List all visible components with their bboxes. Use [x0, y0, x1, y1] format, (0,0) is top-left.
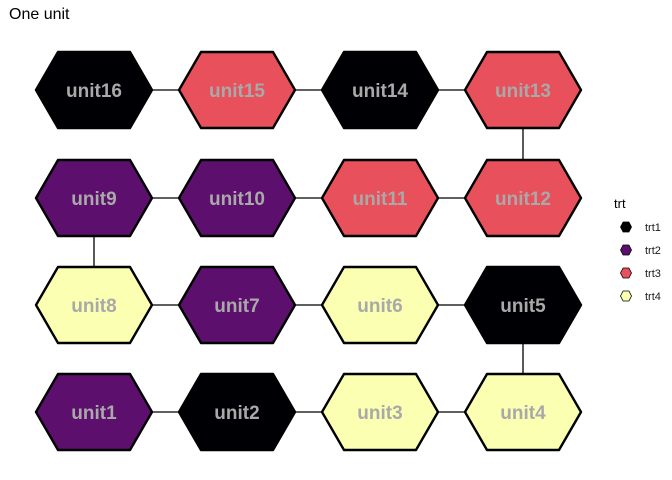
unit-label-13: unit13 [495, 81, 551, 102]
unit-node-7 [179, 267, 295, 343]
unit-label-3: unit3 [357, 403, 403, 424]
legend-label-trt1: trt1 [645, 222, 661, 234]
unit-node-9 [36, 160, 152, 236]
legend [614, 196, 661, 303]
unit-label-14: unit14 [352, 81, 408, 102]
unit-label-1: unit1 [71, 403, 117, 424]
unit-label-15: unit15 [209, 81, 265, 102]
unit-label-16: unit16 [66, 81, 122, 102]
unit-label-5: unit5 [500, 296, 546, 317]
unit-node-11 [322, 160, 438, 236]
unit-node-12 [465, 160, 581, 236]
legend-swatch-trt2 [621, 245, 632, 255]
nodes-layer [36, 52, 581, 450]
legend-item-trt4 [621, 291, 661, 303]
legend-swatch-trt3 [621, 268, 632, 278]
unit-node-1 [36, 374, 152, 450]
legend-label-trt4: trt4 [645, 291, 661, 303]
unit-label-9: unit9 [71, 189, 117, 210]
unit-node-10 [179, 160, 295, 236]
unit-label-7: unit7 [214, 296, 260, 317]
unit-node-14 [322, 52, 438, 128]
unit-node-5 [465, 267, 581, 343]
legend-item-trt2 [621, 245, 661, 257]
unit-label-6: unit6 [357, 296, 403, 317]
unit-node-2 [179, 374, 295, 450]
legend-swatch-trt4 [621, 291, 632, 301]
unit-label-4: unit4 [500, 403, 546, 424]
unit-label-10: unit10 [209, 189, 265, 210]
unit-node-3 [322, 374, 438, 450]
legend-item-trt3 [621, 268, 661, 280]
legend-swatch-trt1 [621, 222, 632, 232]
unit-node-4 [465, 374, 581, 450]
unit-node-13 [465, 52, 581, 128]
unit-label-8: unit8 [71, 296, 117, 317]
unit-label-12: unit12 [495, 189, 551, 210]
legend-item-trt1 [621, 222, 661, 234]
legend-title: trt [614, 196, 626, 211]
chart-title: One unit [9, 6, 70, 23]
unit-label-11: unit11 [352, 189, 408, 210]
legend-items [621, 222, 661, 303]
legend-label-trt2: trt2 [645, 245, 661, 257]
unit-node-15 [179, 52, 295, 128]
unit-node-16 [36, 52, 152, 128]
unit-node-6 [322, 267, 438, 343]
edges-layer [94, 90, 523, 412]
legend-label-trt3: trt3 [645, 268, 661, 280]
unit-label-2: unit2 [214, 403, 260, 424]
unit-node-8 [36, 267, 152, 343]
